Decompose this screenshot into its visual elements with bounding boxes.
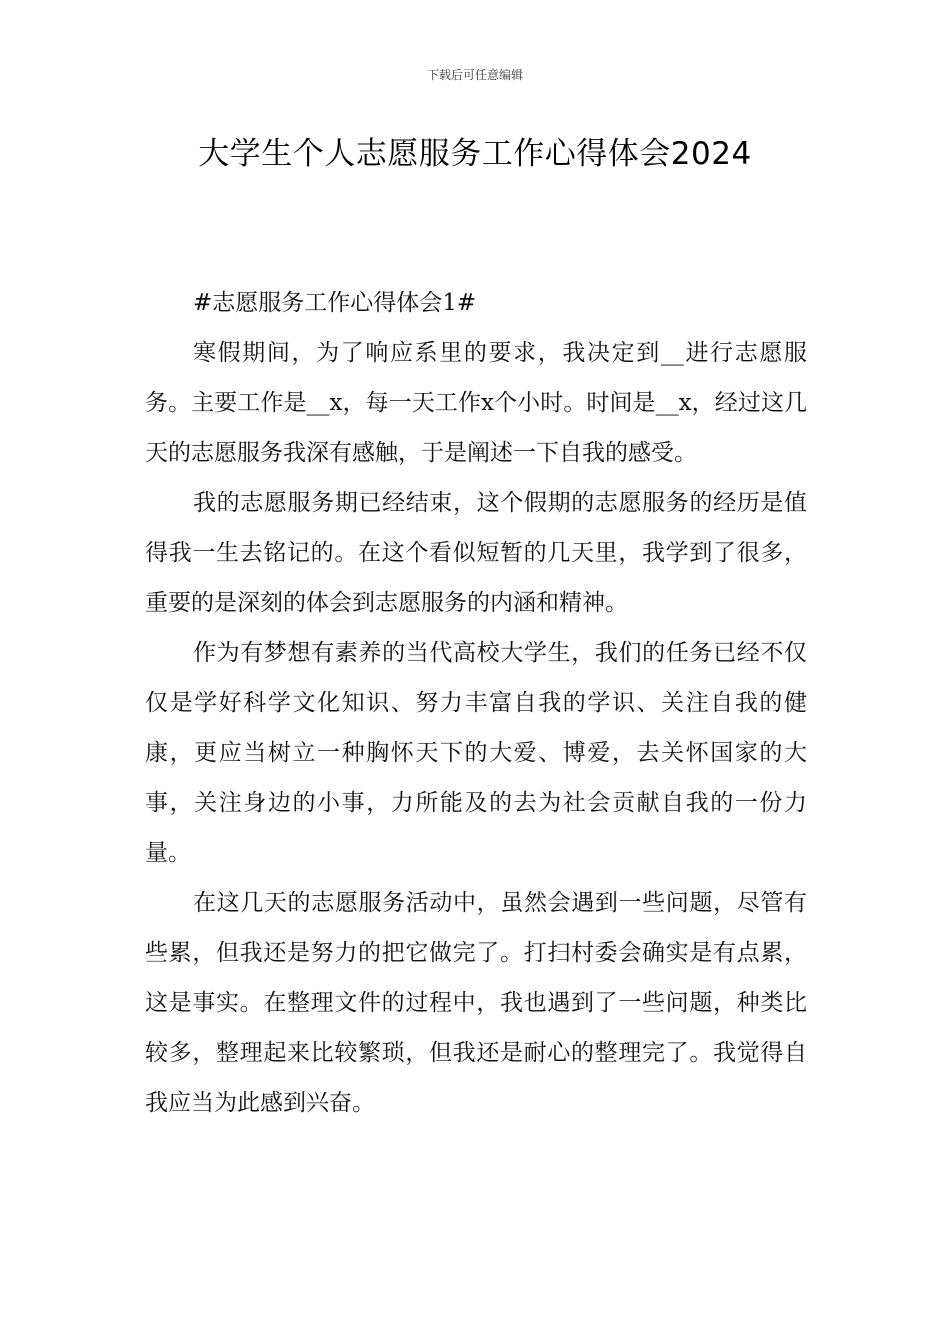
document-title: 大学生个人志愿服务工作心得体会2024	[198, 136, 752, 172]
paragraph-3: 作为有梦想有素养的当代高校大学生，我们的任务已经不仅仅是学好科学文化知识、努力丰富自我的学识、关注自我的健康，更应当树立一种胸怀天下的大爱、博爱，去关怀国家的大事，关注身边的小事，力所能及的去为社会贡献自我的一份力量。	[145, 640, 807, 866]
section-heading: #志愿服务工作心得体会1#	[193, 290, 477, 316]
paragraph-4: 在这几天的志愿服务活动中，虽然会遇到一些问题，尽管有些累，但我还是努力的把它做完了。打扫村委会确实是有点累，这是事实。在整理文件的过程中，我也遇到了一些问题，种类比较多，整理起来比较繁琐，但我还是耐心的整理完了。我觉得自我应当为此感到兴奋。	[145, 890, 807, 1116]
document-body	[145, 278, 807, 1128]
paragraph-2: 我的志愿服务期已经结束，这个假期的志愿服务的经历是值得我一生去铭记的。在这个看似短暂的几天里，我学到了很多，重要的是深刻的体会到志愿服务的内涵和精神。	[145, 490, 807, 616]
paragraph-1: 寒假期间，为了响应系里的要求，我决定到__进行志愿服务。主要工作是__x，每一天工作x个小时。时间是__x，经过这几天的志愿服务我深有感触，于是阐述一下自我的感受。	[145, 340, 807, 466]
header-note: 下载后可任意编辑	[426, 68, 523, 82]
